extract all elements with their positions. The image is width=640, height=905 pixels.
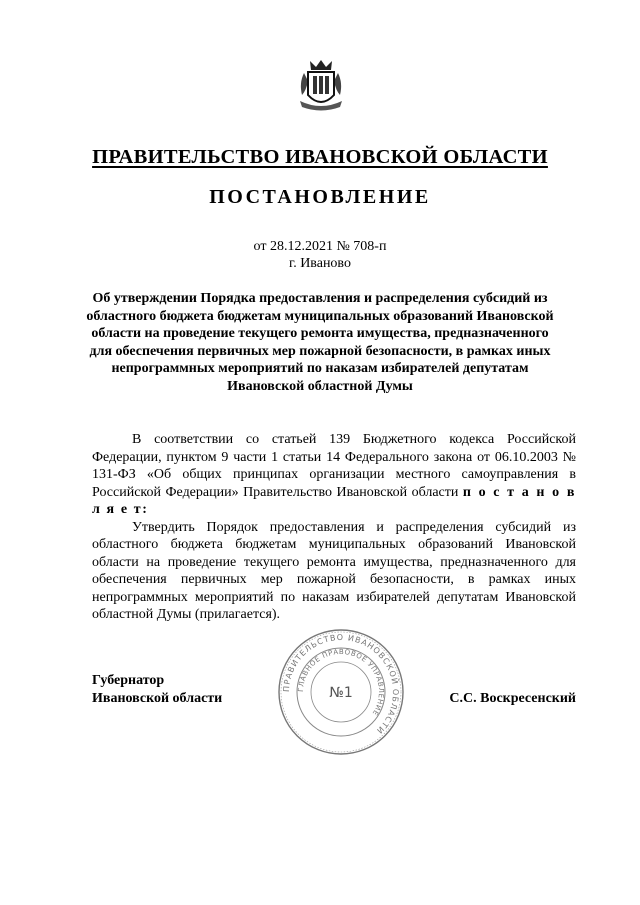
resolves-emphasis: п о с т а н о в л я е т: <box>92 484 576 517</box>
document-title: Об утверждении Порядка предоставления и распределения субсидий из областного бюджета бюджетам муниципальных образований Ивановской области на проведение текущего ремонта имущества, предназначенного для обеспечения первичных мер пожарной безопасности, в рамках иных непрограммных мероприятий по наказам избирателей депутатам Ивановской областной Думы <box>86 291 554 394</box>
seal-outer-text: ПРАВИТЕЛЬСТВО ИВАНОВСКОЙ ОБЛАСТИ <box>281 632 401 736</box>
date-number: от 28.12.2021 № 708-п <box>253 239 387 254</box>
document-type: ПОСТАНОВЛЕНИЕ <box>209 186 431 208</box>
position-line-1: Губернатор <box>92 673 165 688</box>
body-paragraph-1 <box>92 431 576 519</box>
document-body <box>92 431 576 624</box>
paragraph-1-text: В соответствии со статьей 139 Бюджетного кодекса Российской Федерации, пунктом 9 части 1 статьи 14 Федерального закона от 06.10.2003 № 131-ФЗ «Об общих принципах организации местного самоуправления в Российской Федерации» Правительство Ивановской области <box>92 432 576 500</box>
document-meta <box>0 238 640 272</box>
government-title: ПРАВИТЕЛЬСТВО ИВАНОВСКОЙ ОБЛАСТИ <box>92 146 548 168</box>
seal-number: №1 <box>329 685 353 701</box>
signatory-name: С.С. Воскресенский <box>449 691 576 706</box>
city: г. Иваново <box>289 256 351 271</box>
position-line-2: Ивановской области <box>92 691 223 706</box>
signatory-position <box>92 672 222 708</box>
svg-text:ГЛАВНОЕ ПРАВОВОЕ УПРАВЛЕНИЕ <box>297 648 385 717</box>
ivanovo-coat-of-arms-icon <box>296 57 346 113</box>
official-seal-icon <box>277 628 405 756</box>
seal-inner-text: ГЛАВНОЕ ПРАВОВОЕ УПРАВЛЕНИЕ <box>296 647 386 718</box>
body-paragraph-2: Утвердить Порядок предоставления и распределения субсидий из областного бюджета бюджетам муниципальных образований Ивановской области на проведение текущего ремонта имущества, предназначенного для обеспечения первичных мер пожарной безопасности, в рамках иных непрограммных мероприятий по наказам избирателей депутатам Ивановской областной Думы (прилагается). <box>92 519 576 622</box>
